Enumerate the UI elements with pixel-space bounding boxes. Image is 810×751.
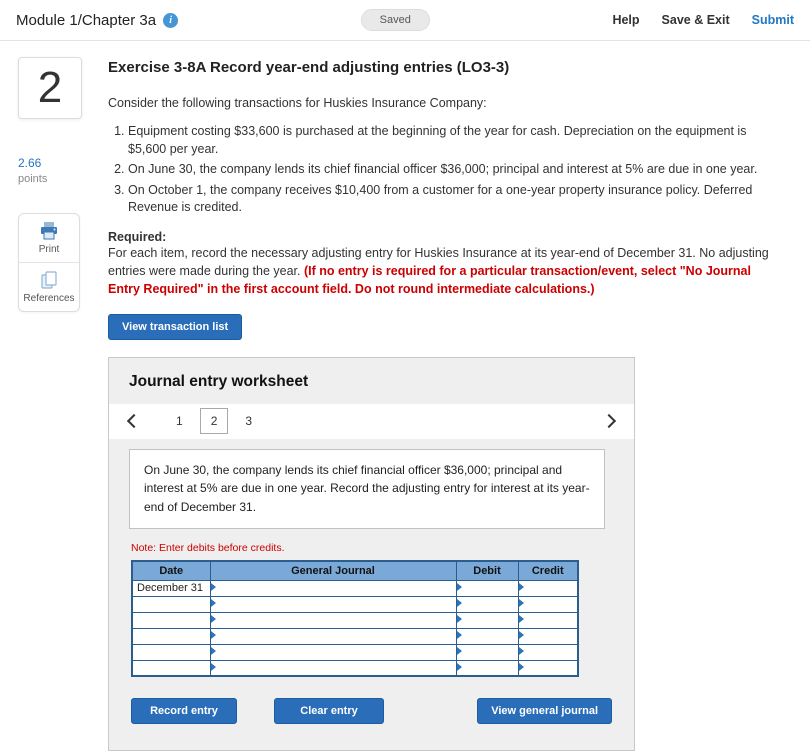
credit-field[interactable] — [518, 596, 578, 612]
cell-marker-icon — [211, 631, 216, 639]
account-field[interactable] — [210, 628, 456, 644]
debit-field[interactable] — [456, 612, 518, 628]
table-row — [132, 580, 578, 596]
content-area — [0, 41, 810, 751]
top-bar — [0, 0, 810, 41]
cell-marker-icon — [519, 647, 524, 655]
cell-marker-icon — [457, 631, 462, 639]
transaction-list — [108, 123, 770, 217]
table-row — [132, 628, 578, 644]
table-header-row — [132, 561, 578, 581]
account-field[interactable] — [210, 644, 456, 660]
transaction-item: 2. On June 30, the company lends its chief financial officer $36,000; principal and interest at 5% are due in one year. — [128, 161, 770, 179]
question-number-box — [18, 57, 82, 119]
references-button[interactable] — [19, 262, 79, 311]
cell-marker-icon — [211, 599, 216, 607]
cell-marker-icon — [519, 663, 524, 671]
view-general-journal-button[interactable]: View general journal — [477, 698, 612, 724]
cell-marker-icon — [457, 599, 462, 607]
points-value: 2.66 — [18, 156, 42, 170]
save-exit-button[interactable]: Save & Exit — [661, 13, 730, 27]
next-page-icon[interactable] — [602, 414, 616, 428]
journal-entry-table — [131, 560, 579, 678]
worksheet-title: Journal entry worksheet — [129, 372, 309, 390]
exercise-main — [108, 57, 770, 751]
cell-marker-icon — [519, 615, 524, 623]
exercise-title: Exercise 3-8A Record year-end adjusting entries (LO3-3) — [108, 59, 510, 76]
worksheet-prompt: On June 30, the company lends its chief financial officer $36,000; principal and interest at 5% are due in one year. Record the adjusting entry for interest at its year-end of December 31. — [129, 449, 605, 529]
debits-note: Note: Enter debits before credits. — [131, 541, 285, 554]
breadcrumb — [16, 12, 178, 29]
cell-marker-icon — [211, 583, 216, 591]
debit-field[interactable] — [456, 660, 518, 676]
account-field[interactable] — [210, 580, 456, 596]
account-field[interactable] — [210, 660, 456, 676]
references-label: References — [23, 293, 75, 305]
credit-column-header: Credit — [518, 561, 578, 581]
required-label: Required: — [108, 229, 167, 244]
table-row — [132, 660, 578, 676]
view-transaction-list-button[interactable]: View transaction list — [108, 314, 242, 340]
debit-field[interactable] — [456, 628, 518, 644]
table-row — [132, 612, 578, 628]
table-row — [132, 644, 578, 660]
date-cell — [132, 660, 210, 676]
date-cell — [132, 644, 210, 660]
credit-field[interactable] — [518, 580, 578, 596]
info-icon[interactable]: i — [163, 13, 178, 28]
question-sidebar — [18, 57, 84, 751]
required-text-normal: For each item, record the necessary adjusting entry for Huskies Insurance at its year-end of December 31. No adjusting entries were made during the year. — [108, 245, 769, 278]
references-icon — [40, 271, 58, 289]
saved-status-badge: Saved — [361, 9, 430, 31]
module-chapter-title: Module 1/Chapter 3a — [16, 11, 157, 29]
page-tab-3[interactable]: 3 — [245, 414, 253, 429]
table-row — [132, 596, 578, 612]
print-button[interactable] — [19, 214, 79, 262]
account-field[interactable] — [210, 612, 456, 628]
exercise-intro: Consider the following transactions for Huskies Insurance Company: — [108, 96, 487, 110]
debit-column-header: Debit — [456, 561, 518, 581]
printer-icon — [39, 222, 59, 240]
cell-marker-icon — [519, 583, 524, 591]
print-label: Print — [38, 244, 60, 256]
cell-marker-icon — [211, 615, 216, 623]
prev-page-icon[interactable] — [127, 414, 141, 428]
general-journal-column-header: General Journal — [210, 561, 456, 581]
cell-marker-icon — [519, 631, 524, 639]
clear-entry-button[interactable]: Clear entry — [274, 698, 384, 724]
date-cell — [132, 628, 210, 644]
cell-marker-icon — [211, 647, 216, 655]
worksheet-pager — [109, 404, 634, 439]
required-text — [108, 244, 770, 298]
transaction-item: 1. Equipment costing $33,600 is purchased at the beginning of the year for cash. Depreciation on the equipment is $5,600 per year. — [128, 123, 770, 158]
page-tab-1[interactable]: 1 — [176, 414, 183, 429]
worksheet-buttons — [131, 698, 612, 724]
cell-marker-icon — [457, 647, 462, 655]
points-info — [18, 155, 84, 187]
credit-field[interactable] — [518, 612, 578, 628]
required-text-warning: (If no entry is required for a particular transaction/event, select "No Journal Entry Required" in the first account field. Do not round intermediate calculations.) — [108, 263, 751, 296]
debit-field[interactable] — [456, 644, 518, 660]
cell-marker-icon — [211, 663, 216, 671]
debit-field[interactable] — [456, 596, 518, 612]
submit-button[interactable]: Submit — [751, 13, 794, 27]
page-tab-2-active[interactable]: 2 — [200, 408, 229, 434]
debit-field[interactable] — [456, 580, 518, 596]
help-button[interactable]: Help — [612, 13, 640, 27]
topbar-actions — [612, 13, 794, 27]
date-cell — [132, 612, 210, 628]
date-column-header: Date — [132, 561, 210, 581]
tools-box — [18, 213, 80, 312]
credit-field[interactable] — [518, 644, 578, 660]
date-cell — [132, 596, 210, 612]
record-entry-button[interactable]: Record entry — [131, 698, 237, 724]
topbar-center — [178, 9, 612, 31]
credit-field[interactable] — [518, 660, 578, 676]
page-tabs — [167, 408, 261, 434]
credit-field[interactable] — [518, 628, 578, 644]
question-number: 2 — [37, 63, 63, 112]
points-label: points — [18, 172, 48, 185]
journal-entry-worksheet-panel — [108, 357, 635, 751]
cell-marker-icon — [457, 583, 462, 591]
transaction-item: 3. On October 1, the company receives $10,400 from a customer for a one-year property insurance policy. Deferred Revenue is credited. — [128, 182, 770, 217]
cell-marker-icon — [457, 663, 462, 671]
cell-marker-icon — [457, 615, 462, 623]
cell-marker-icon — [519, 599, 524, 607]
date-cell: December 31 — [132, 580, 210, 596]
account-field[interactable] — [210, 596, 456, 612]
